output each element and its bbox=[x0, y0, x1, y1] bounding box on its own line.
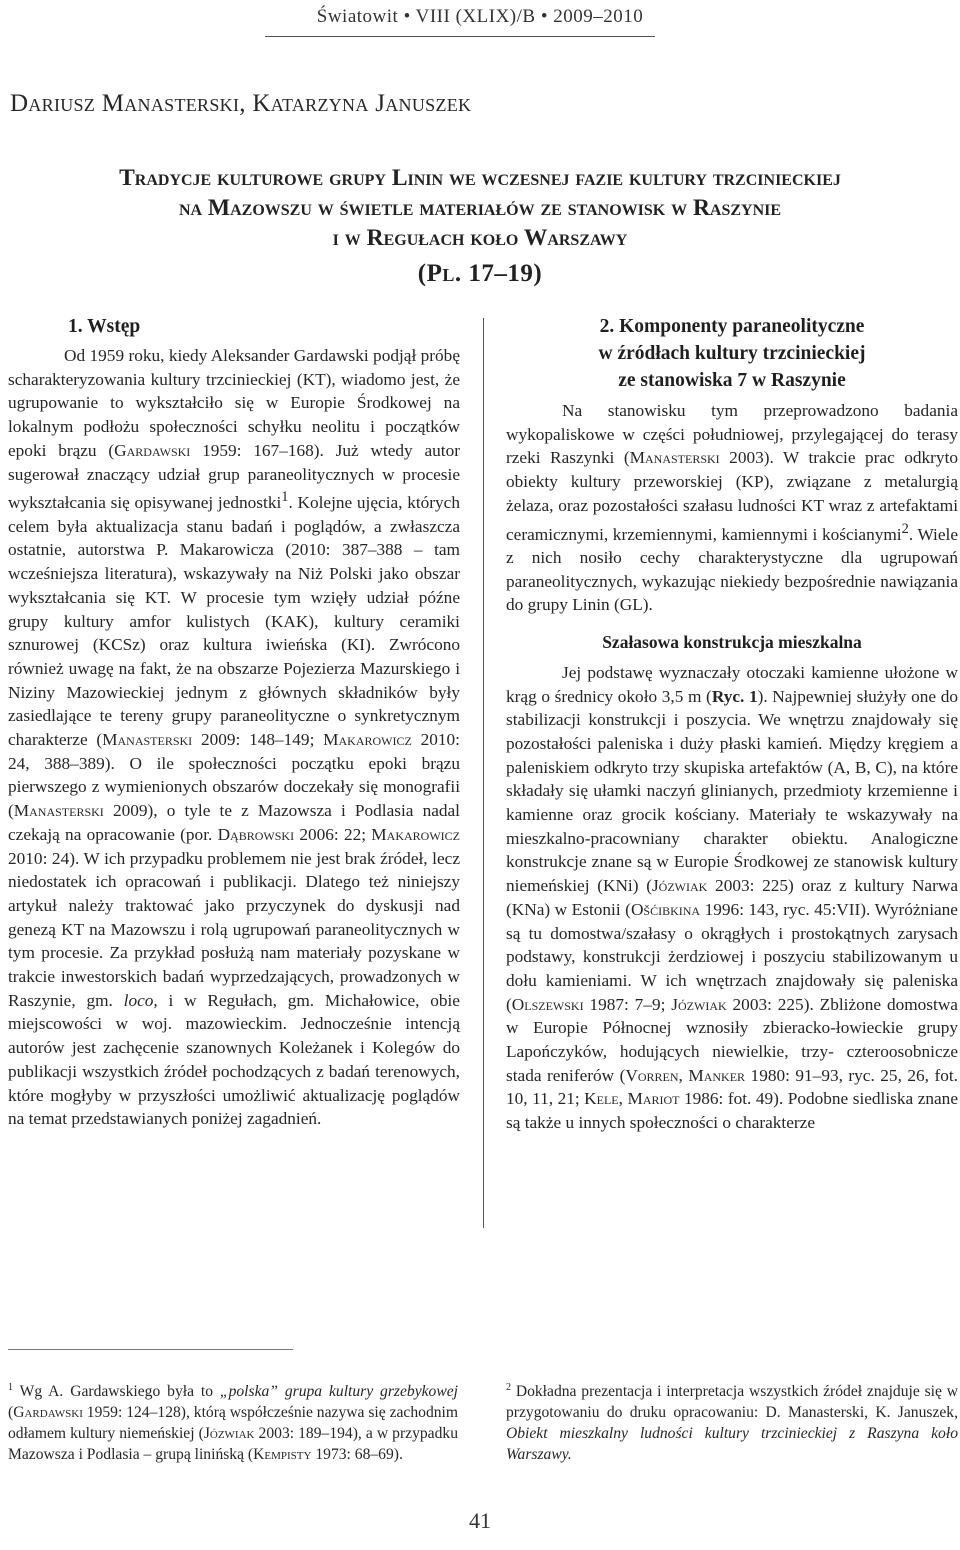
citation: Manasterski bbox=[13, 801, 104, 821]
footnote-2: $^2$ Dokładna prezentacja i interpretacja wszystkich źródeł znajduje się w przygotowaniu do druku opracowaniu: D. Manasterski, K. Januszek, Obiekt mieszkalny ludności kultury trzcinieckiej z Raszyna koło Warszawy. bbox=[506, 1382, 958, 1463]
section-2-paragraph-2: Jej podstawę wyznaczały otoczaki kamienne ułożone w krąg o średnicy około 3,5 m (Ryc. 1). Najpewniej służyły one do stabilizacji konstrukcji i poszycia. We wnętrzu znajdowały się pozostałości paleniska i duży płaski kamień. Między kręgiem a paleniskiem odkryto trzy skupiska artefaktów (A, B, C), na które składały się ułamki naczyń glinianych, przedmioty krzemienne i kamienne oraz grocik kościany. Materiały te wskazywały na mieszkalno-pracowniany charakter obiektu. Analogiczne konstrukcje znane są w Europie Środkowej ze stanowisk kultury niemeńskiej (KNi) (Józwiak 2003: 225) oraz z kultury Narwa (KNa) w Estonii (Ošćibkina 1996: 143, ryc. 45:VII). Wyróżniane są tu domostwa/szałasy o okrągłych i prostokątnych zarysach podstawy, konstrukcji żerdziowej i poszyciu stabilizowanym u dołu kamieniami. W ich wnętrzach znajdowały się paleniska (Olszewski 1987: 7–9; Józwiak 2003: 225). Zbliżone domostwa w Europie Północnej wznosiły zbieracko-łowieckie grupy Lapończyków, hodujących niewielkie, trzy- czteroosobnicze stada reniferów (Vorren, Manker 1980: 91–93, ryc. 25, 26, fot. 10, 11, 21; Kele, Mariot 1986: fot. 49). Podobne siedliska znane są także u innych społeczności o charakterze bbox=[506, 662, 959, 1133]
citation: Makarowicz bbox=[323, 730, 412, 750]
footnote-1: $^1$ Wg A. Gardawskiego była to „polska” grupa kultury grzebykowej (Gardawski 1959: 124–128), którą współcześnie nazywa się zachodnim odłamem kultury niemeńskiej (Józwiak 2003: 189–194), a w przypadku Mazowsza i Podlasia – grupą linińską (Kempisty 1973: 68–69). bbox=[8, 1382, 458, 1463]
section-1-heading: 1. Wstęp bbox=[68, 316, 141, 337]
page-number: 41 bbox=[469, 1508, 491, 1533]
citation: Manasterski bbox=[102, 730, 193, 750]
citation: Józwiak bbox=[671, 994, 727, 1014]
section-2-heading: 2. Komponenty paraneolityczne w źródłach kultury trzcinieckiej ze stanowiska 7 w Raszynie bbox=[598, 316, 866, 391]
subsection-heading: Szałasowa konstrukcja mieszkalna bbox=[602, 632, 862, 653]
column-divider bbox=[483, 318, 484, 1228]
right-column bbox=[506, 313, 958, 1135]
citation: Ošćibkina bbox=[630, 899, 701, 919]
citation: Gardawski bbox=[13, 1403, 83, 1421]
footnote-ref-1[interactable]: 1 bbox=[281, 489, 289, 506]
loco-italic: loco, bbox=[123, 990, 158, 1010]
citation: Kempisty bbox=[253, 1445, 312, 1463]
footnote-rule bbox=[8, 1349, 293, 1350]
running-head: Światowit • VIII (XLIX)/B • 2009–2010 bbox=[316, 6, 644, 27]
citation: Józwiak bbox=[651, 876, 708, 896]
citation: Gardawski bbox=[114, 440, 191, 460]
title-line-2: na Mazowszu w świetle materiałów ze stanowisk w Raszynie bbox=[178, 195, 782, 221]
article-title bbox=[0, 163, 960, 289]
title-line-3: i w Regułach koło Warszawy bbox=[332, 225, 628, 251]
section-2-paragraph-1: Na stanowisku tym przeprowadzono badania wykopaliskowe w części południowej, przylegającej do terasy rzeki Raszynki (Manasterski 2003). W trakcie prac odkryto obiekty kultury przeworskiej (KP), związane z metalurgią żelaza, oraz pozostałości szałasu ludności KT wraz z artefaktami ceramicznymi, krzemiennymi, kamiennymi i kościanymi$^2$. Wiele z nich nosiło cechy charakterystyczne dla ugrupowań paraneolitycznych, wykazując niekiedy bezpośrednie nawiązania do grupy Linin (GL). bbox=[506, 401, 959, 615]
citation: Kele, Mariot bbox=[584, 1089, 680, 1109]
header-rule bbox=[265, 36, 655, 37]
left-column bbox=[8, 313, 460, 1131]
title-line-1: Tradycje kulturowe grupy Linin we wczesnej fazie kultury trzcinieckiej bbox=[119, 165, 841, 191]
title-plates: (Pl. 17–19) bbox=[417, 260, 543, 287]
citation: Vorren, Manker bbox=[625, 1065, 746, 1085]
citation: Dąbrowski bbox=[217, 824, 295, 844]
authors: Dariusz Manasterski, Katarzyna Januszek bbox=[10, 90, 472, 117]
citation: Józwiak bbox=[203, 1424, 255, 1442]
citation: Manasterski bbox=[629, 448, 720, 468]
figure-ref[interactable]: Ryc. 1 bbox=[711, 686, 758, 706]
footnote-ref-2[interactable]: 2 bbox=[901, 520, 909, 537]
citation: Makarowicz bbox=[371, 824, 460, 844]
section-1-paragraph: Od 1959 roku, kiedy Aleksander Gardawski podjął próbę scharakteryzowania kultury trzcinieckiej (KT), wiadomo jest, że ugrupowanie to wykształciło się w Europie Środkowej na lokalnym podłożu społeczności schyłku neolitu i początków epoki brązu (Gardawski 1959: 167–168). Już wtedy autor sugerował znaczący udział grup paraneolitycznych w procesie wykształcania się opisywanej jednostki$^1$. Kolejne ujęcia, których celem była aktualizacja stanu badań i poglądów, a zwłaszcza ostatnie, autorstwa P. Makarowicza (2010: 387–388 – tam wcześniejsza literatura), wskazywały na Niż Polski jako obszar wykształcania się KT. W procesie tym wzięły udział późne grupy kultury amfor kulistych (KAK), kultury ceramiki sznurowej (KCSz) oraz kultura iwieńska (KI). Zwrócono również uwagę na fakt, że na obszarze Pojezierza Mazurskiego i Niziny Mazowieckiej jednym z głównych składników były zasiedlające te tereny grupy paraneolityczne o synkretycznym charakterze (Manasterski 2009: 148–149; Makarowicz 2010: 24, 388–389). O ile społeczności początku epoki brązu pierwszego z wymienionych obszarów doczekały się monografii (Manasterski 2009), o tyle te z Mazowsza i Podlasia nadal czekają na opracowanie (por. Dąbrowski 2006: 22; Makarowicz 2010: 24). W ich przypadku problemem nie jest brak źródeł, lecz niedostatek ich opracowań i publikacji. Dlatego też niniejszy artykuł należy traktować jako przyczynek do dyskusji nad genezą KT na Mazowszu i rolą ugrupowań paraneolitycznych w tym procesie. Za przykład posłużą nam materiały pozyskane w trakcie inwestorskich badań wyprzedzających, prowadzonych w Raszynie, gm. loco, i w Regułach, gm. Michałowice, obie miejscowości w woj. mazowieckim. Jednocześnie intencją autorów jest zachęcenie szanownych Koleżanek i Kolegów do publikacji wszystkich źródeł pochodzących z badań terenowych, które mogłyby w przyszłości umożliwić aktualizację poglądów na temat przedstawianych poniżej zagadnień. bbox=[8, 346, 460, 1129]
citation: Olszewski bbox=[511, 994, 584, 1014]
